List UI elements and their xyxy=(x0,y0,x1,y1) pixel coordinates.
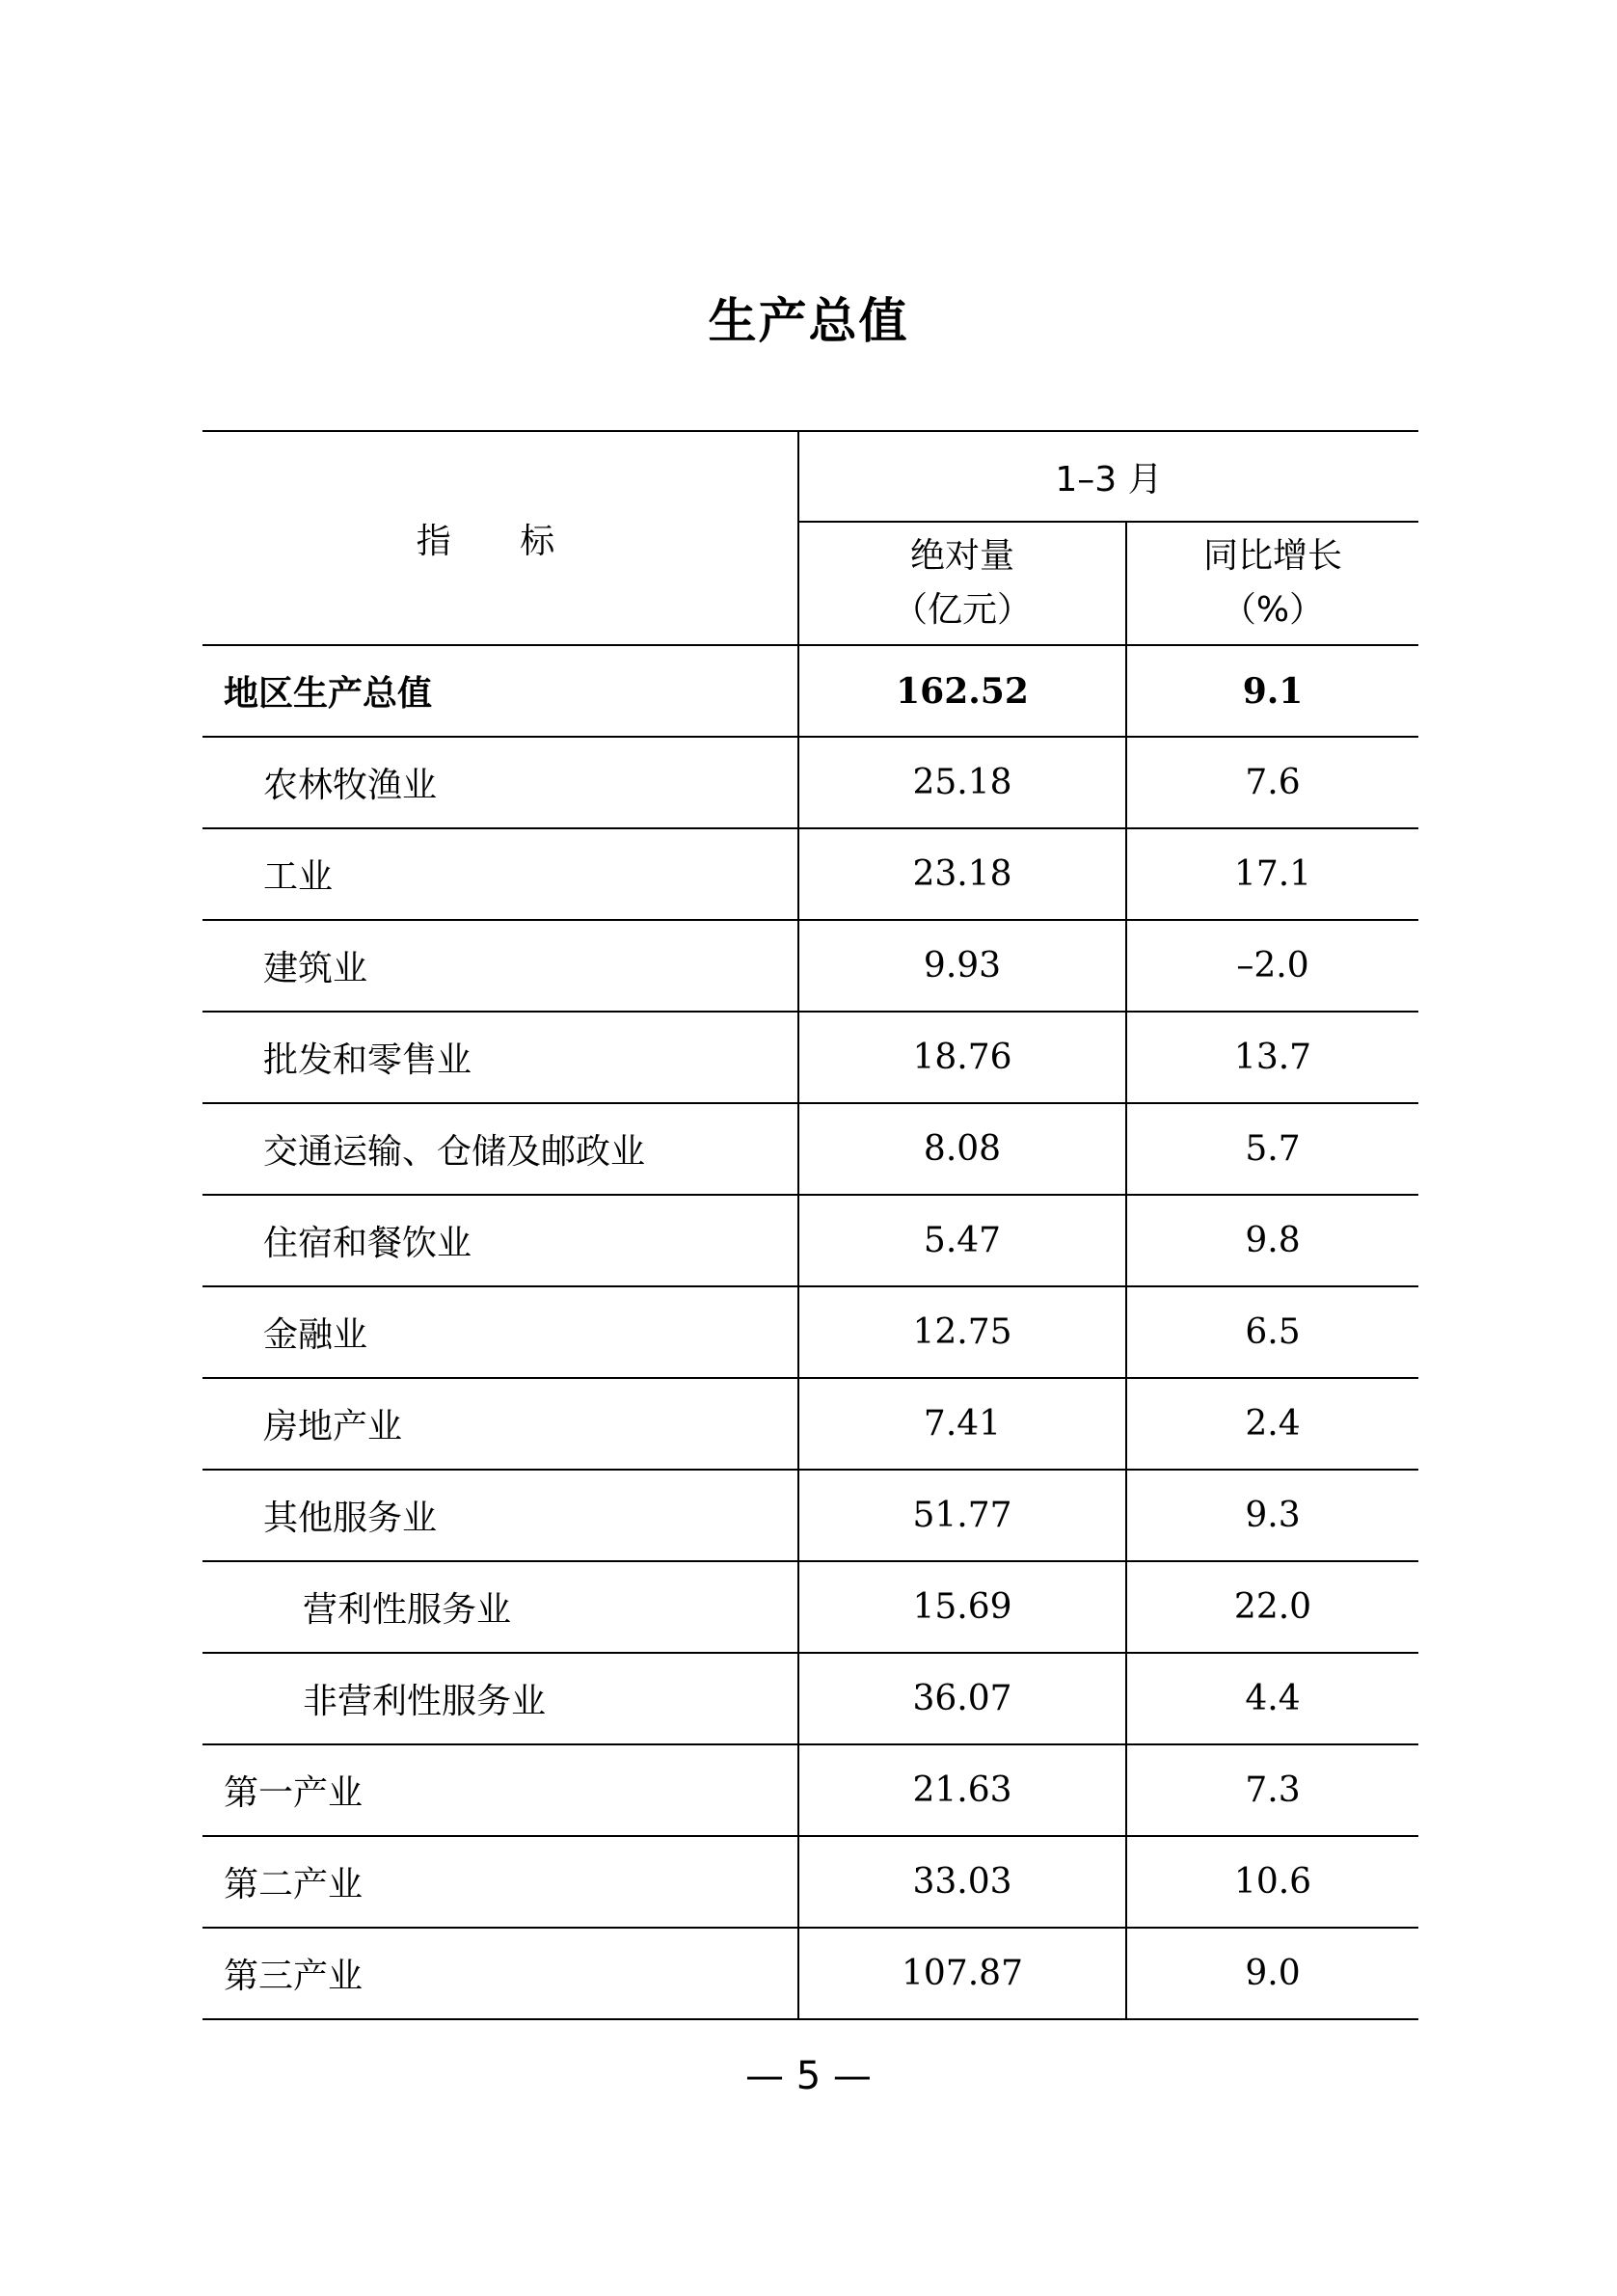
growth-header-unit: （%） xyxy=(1221,590,1325,630)
row-growth: 9.0 xyxy=(1126,1928,1418,2019)
table-row xyxy=(202,1744,1418,1836)
table-row-gdp-total xyxy=(202,645,1418,737)
row-value: 7.41 xyxy=(798,1378,1126,1470)
indicator-header: 指 标 xyxy=(202,431,798,645)
table-row xyxy=(202,737,1418,828)
row-value: 23.18 xyxy=(798,828,1126,920)
table-row xyxy=(202,1195,1418,1286)
row-growth: 7.3 xyxy=(1126,1744,1418,1836)
row-value: 5.47 xyxy=(798,1195,1126,1286)
row-value: 15.69 xyxy=(798,1561,1126,1653)
table-header xyxy=(202,431,1418,645)
table-row xyxy=(202,1653,1418,1744)
page-number: — 5 — xyxy=(745,2054,872,2098)
table-row xyxy=(202,920,1418,1012)
table-row xyxy=(202,828,1418,920)
table-row xyxy=(202,1836,1418,1928)
table-row xyxy=(202,1286,1418,1378)
row-growth: 9.3 xyxy=(1126,1470,1418,1561)
row-label: 工业 xyxy=(202,828,798,920)
row-label: 农林牧渔业 xyxy=(202,737,798,828)
row-value: 36.07 xyxy=(798,1653,1126,1744)
row-growth: 2.4 xyxy=(1126,1378,1418,1470)
row-label: 住宿和餐饮业 xyxy=(202,1195,798,1286)
row-label: 其他服务业 xyxy=(202,1470,798,1561)
row-growth: 9.1 xyxy=(1126,645,1418,737)
row-growth: 13.7 xyxy=(1126,1012,1418,1103)
row-value: 107.87 xyxy=(798,1928,1126,2019)
absolute-value-header xyxy=(798,522,1126,645)
row-label: 第一产业 xyxy=(202,1744,798,1836)
growth-header-name: 同比增长 xyxy=(1203,536,1343,576)
row-growth: 6.5 xyxy=(1126,1286,1418,1378)
row-value: 9.93 xyxy=(798,920,1126,1012)
row-value: 18.76 xyxy=(798,1012,1126,1103)
table-row xyxy=(202,1378,1418,1470)
row-growth: 10.6 xyxy=(1126,1836,1418,1928)
row-value: 162.52 xyxy=(798,645,1126,737)
row-value: 33.03 xyxy=(798,1836,1126,1928)
table-row xyxy=(202,1012,1418,1103)
row-label: 第三产业 xyxy=(202,1928,798,2019)
absolute-value-header-unit: （亿元） xyxy=(892,590,1032,630)
row-label: 房地产业 xyxy=(202,1378,798,1470)
row-label: 批发和零售业 xyxy=(202,1012,798,1103)
row-growth: 9.8 xyxy=(1126,1195,1418,1286)
row-value: 8.08 xyxy=(798,1103,1126,1195)
gdp-table xyxy=(202,430,1418,2020)
row-label: 第二产业 xyxy=(202,1836,798,1928)
period-header: 1–3 月 xyxy=(798,431,1418,522)
row-label: 金融业 xyxy=(202,1286,798,1378)
row-growth: 5.7 xyxy=(1126,1103,1418,1195)
row-growth: 7.6 xyxy=(1126,737,1418,828)
table-row xyxy=(202,1561,1418,1653)
table-row xyxy=(202,1103,1418,1195)
row-value: 21.63 xyxy=(798,1744,1126,1836)
row-growth: 22.0 xyxy=(1126,1561,1418,1653)
row-growth: –2.0 xyxy=(1126,920,1418,1012)
row-value: 12.75 xyxy=(798,1286,1126,1378)
row-label: 建筑业 xyxy=(202,920,798,1012)
table-body xyxy=(202,645,1418,2019)
growth-header xyxy=(1126,522,1418,645)
table-row xyxy=(202,1470,1418,1561)
row-label: 交通运输、仓储及邮政业 xyxy=(202,1103,798,1195)
page-title: 生产总值 xyxy=(708,293,909,349)
row-value: 25.18 xyxy=(798,737,1126,828)
row-growth: 4.4 xyxy=(1126,1653,1418,1744)
absolute-value-header-name: 绝对量 xyxy=(909,536,1014,576)
row-label: 地区生产总值 xyxy=(202,645,798,737)
row-label: 营利性服务业 xyxy=(202,1561,798,1653)
row-label: 非营利性服务业 xyxy=(202,1653,798,1744)
row-growth: 17.1 xyxy=(1126,828,1418,920)
table-row xyxy=(202,1928,1418,2019)
row-value: 51.77 xyxy=(798,1470,1126,1561)
